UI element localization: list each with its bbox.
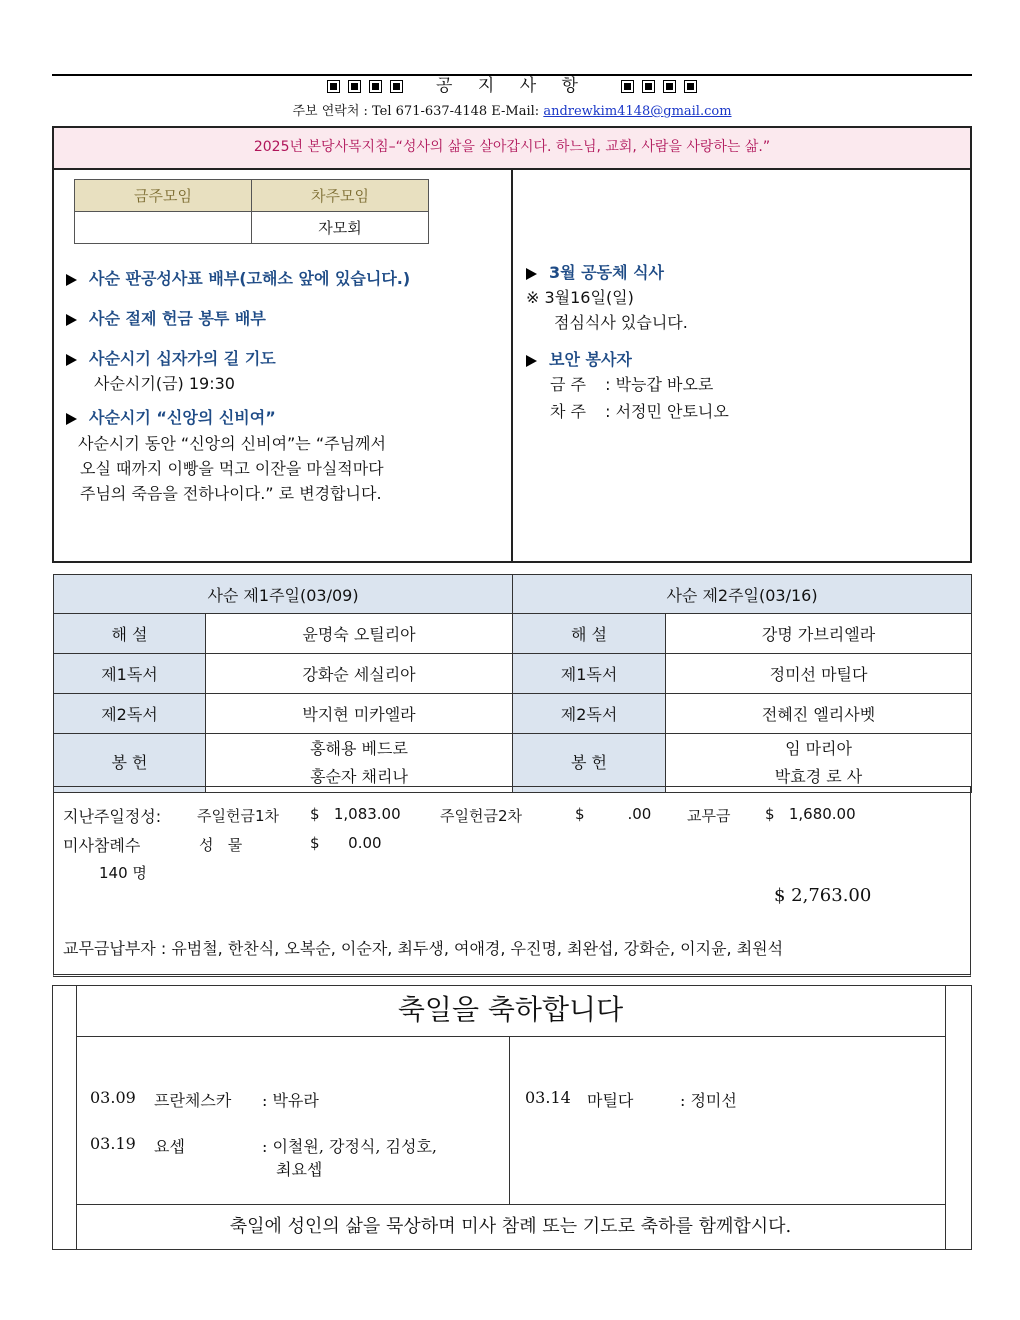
feast-saint: 마틸다 [587, 1091, 634, 1110]
notice-confession [66, 266, 410, 289]
total-amount: $ 2,763.00 [774, 885, 872, 906]
fund-amount: $ 1,680.00 [765, 805, 856, 823]
contact-line [52, 100, 972, 119]
notice-title: 사순 절제 헌금 봉투 배부 [89, 309, 266, 328]
email-link[interactable]: andrewkim4148@gmail.com [543, 104, 732, 119]
notice-title: 사순시기 “신앙의 신비여” [89, 408, 276, 427]
security-label: 차 주 [550, 402, 586, 421]
triangle-bullet-icon [66, 274, 77, 286]
square-icon [369, 80, 382, 93]
mystery-detail-line: 사순시기 동안 “신앙의 신비여”는 “주님께서 [78, 434, 386, 453]
triangle-bullet-icon [66, 354, 77, 366]
notice-stations [66, 346, 276, 369]
feast-date: 03.09 [90, 1088, 136, 1107]
feast-title: 축일을 축하합니다 [76, 986, 945, 1037]
notice-title: 사순 판공성사표 배부(고해소 앞에 있습니다.) [89, 269, 411, 288]
feast-people: 최요셉 [276, 1160, 323, 1179]
square-icon [327, 80, 340, 93]
offertory-label: 봉 헌 [54, 734, 206, 793]
notice-envelope [66, 306, 266, 329]
meal-detail: 점심식사 있습니다. [554, 313, 688, 332]
square-icon [390, 80, 403, 93]
next-week-meeting-header: 차주모임 [252, 180, 429, 212]
security-label: 금 주 [550, 375, 586, 394]
security-value: : 서정민 안토니오 [605, 402, 729, 421]
security-this-week [550, 372, 713, 397]
offertory-person: 홍해용 베드로 [310, 739, 408, 758]
week2-header: 사순 제2주일(03/16) [513, 575, 972, 614]
gift-amount: $ 0.00 [310, 834, 382, 852]
reading1-label: 제1독서 [54, 654, 206, 694]
square-icon [642, 80, 655, 93]
second-collection-label: 주일헌금2차 [440, 807, 522, 825]
last-week-label: 지난주일정성: [63, 807, 162, 826]
triangle-bullet-icon [526, 268, 537, 280]
square-icon [621, 80, 634, 93]
second-collection-amount: $ .00 [575, 805, 652, 823]
commentary-label: 해 설 [513, 614, 666, 654]
feast-saint: 요셉 [154, 1137, 185, 1156]
square-icon [684, 80, 697, 93]
first-collection-amount: $ 1,083.00 [310, 805, 401, 823]
column-divider [511, 168, 513, 561]
triangle-bullet-icon [66, 413, 77, 425]
commentary-label: 해 설 [54, 614, 206, 654]
security-value: : 박능갑 바오로 [605, 375, 714, 394]
reading2-label: 제2독서 [513, 694, 666, 734]
gift-label: 성 물 [199, 836, 243, 854]
donors-label: 교무금납부자 : [63, 939, 167, 958]
this-week-meeting-header: 금주모임 [75, 180, 252, 212]
meal-date: ※ 3월16일(일) [526, 288, 634, 307]
notice-mystery-of-faith [66, 405, 276, 428]
week1-header: 사순 제1주일(03/09) [54, 575, 513, 614]
feast-divider [509, 1037, 510, 1204]
offering-summary [53, 786, 971, 977]
notice-title: 보안 봉사자 [549, 350, 632, 369]
week1-reading1: 강화순 세실리아 [206, 654, 513, 694]
week1-offertory [206, 734, 513, 793]
square-icon [663, 80, 676, 93]
feast-date: 03.19 [90, 1134, 136, 1153]
week1-reading2: 박지현 미카엘라 [206, 694, 513, 734]
attendance-label: 미사참례수 [63, 836, 141, 855]
triangle-bullet-icon [66, 314, 77, 326]
notice-title: 사순시기 십자가의 길 기도 [89, 349, 276, 368]
notice-title: 공 지 사 항 [436, 76, 588, 96]
contact-label: 주보 연락처 : Tel 671-637-4148 E-Mail: [292, 104, 540, 119]
feast-people: : 이철원, 강정식, 김성호, [262, 1137, 438, 1156]
offertory-person: 박효경 로 사 [774, 767, 863, 786]
week2-offertory [666, 734, 972, 793]
attendance-value: 140 명 [99, 864, 147, 882]
notice-header [52, 74, 972, 98]
donors-names: 유범철, 한찬식, 오복순, 이순자, 최두생, 여애경, 우진명, 최완섭, 강화순, 이지윤, 최원석 [171, 939, 784, 958]
first-collection-label: 주일헌금1차 [197, 807, 279, 825]
reading2-label: 제2독서 [54, 694, 206, 734]
frame-line [945, 986, 946, 1249]
pastoral-banner: 2025년 본당사목지침–“성사의 삶을 살아갑시다. 하느님, 교회, 사람을 사랑하는 삶.” [52, 126, 972, 170]
stations-time: 사순시기(금) 19:30 [94, 374, 235, 393]
week2-reading1: 정미선 마틸다 [666, 654, 972, 694]
feast-footer: 축일에 성인의 삶을 묵상하며 미사 참례 또는 기도로 축하를 함께합시다. [229, 1216, 792, 1237]
meetings-table [74, 179, 429, 244]
triangle-bullet-icon [526, 355, 537, 367]
security-next-week [550, 399, 729, 424]
donor-list [63, 936, 783, 959]
fund-label: 교무금 [687, 807, 731, 825]
square-icon [348, 80, 361, 93]
offertory-person: 홍순자 채리나 [310, 767, 408, 786]
notice-box [52, 168, 972, 563]
feast-people: : 정미선 [680, 1091, 737, 1110]
feast-saint: 프란체스카 [154, 1091, 232, 1110]
offertory-label: 봉 헌 [513, 734, 666, 793]
notice-community-meal [526, 260, 664, 283]
feast-list [76, 1037, 945, 1205]
feast-day-box [52, 985, 972, 1250]
next-week-meeting-value: 자모회 [252, 212, 429, 244]
notice-title: 3월 공동체 식사 [549, 263, 665, 282]
week1-commentary: 윤명숙 오틸리아 [206, 614, 513, 654]
week2-reading2: 전혜진 엘리사벳 [666, 694, 972, 734]
week2-commentary: 강명 가브리엘라 [666, 614, 972, 654]
feast-people: : 박유라 [262, 1091, 319, 1110]
liturgy-schedule [53, 574, 972, 793]
mystery-detail-line: 주님의 죽음을 전하나이다.” 로 변경합니다. [80, 484, 382, 503]
reading1-label: 제1독서 [513, 654, 666, 694]
notice-security-volunteers [526, 347, 632, 370]
this-week-meeting-value [75, 212, 252, 244]
offertory-person: 임 마리아 [785, 739, 852, 758]
mystery-detail-line: 오실 때까지 이빵을 먹고 이잔을 마실적마다 [80, 459, 384, 478]
feast-date: 03.14 [525, 1088, 571, 1107]
